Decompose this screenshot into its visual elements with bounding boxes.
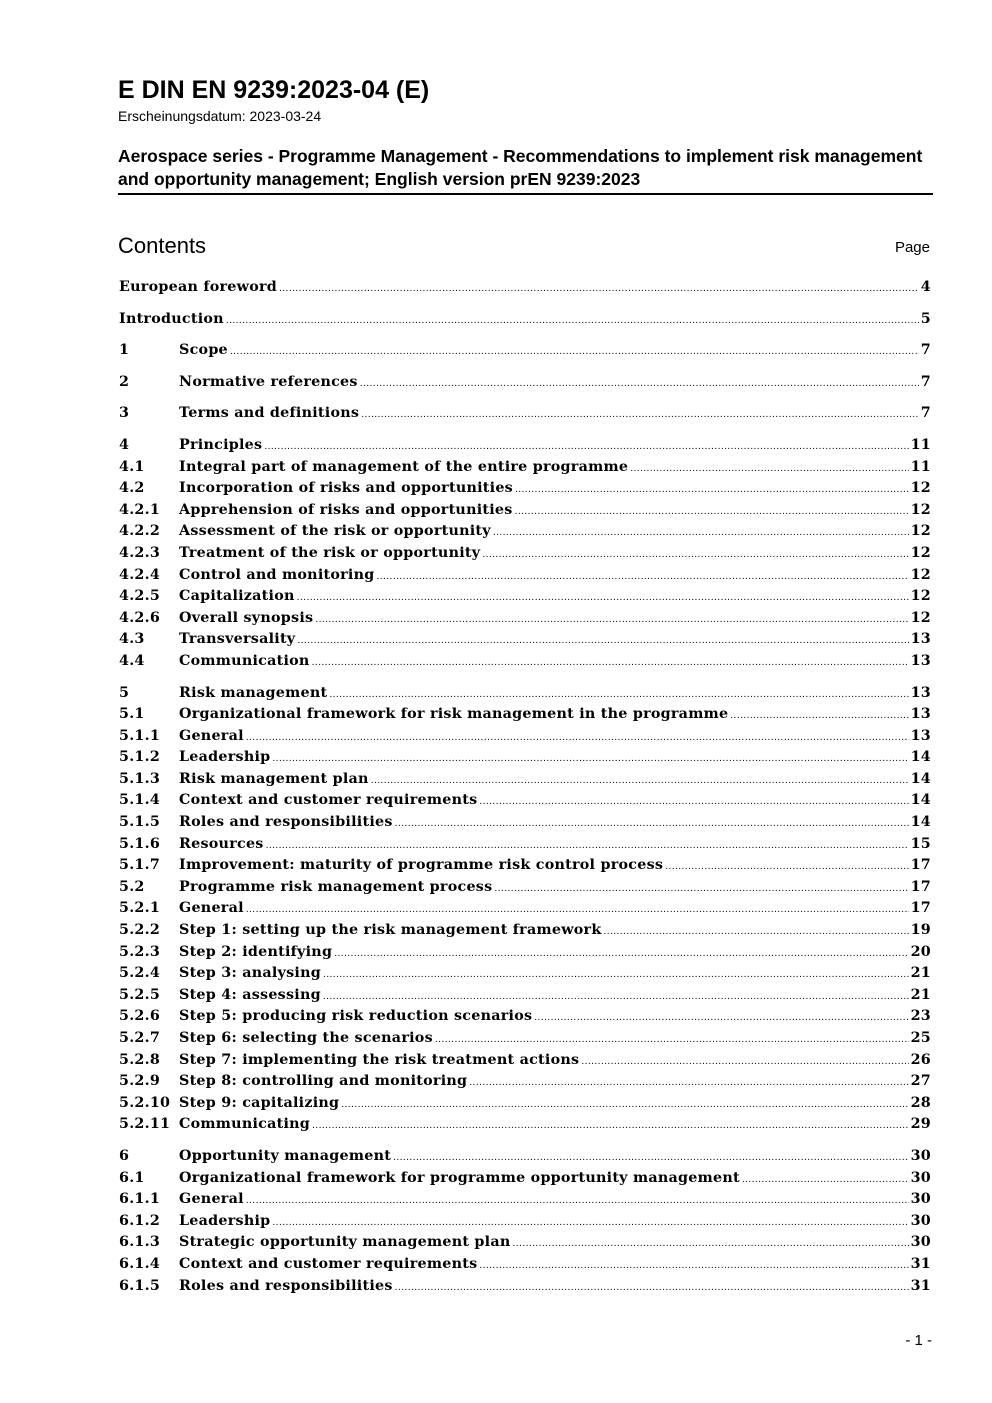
toc-entry-title: European foreword bbox=[119, 279, 278, 295]
toc-dot-leader bbox=[297, 631, 908, 653]
toc-entry-page: 14 bbox=[910, 770, 931, 787]
toc-entry-title: Step 8: controlling and monitoring bbox=[179, 1073, 468, 1090]
toc-entry-title: Scope bbox=[179, 342, 228, 359]
toc-entry-title: Communication bbox=[179, 652, 310, 669]
toc-entry[interactable] bbox=[119, 500, 931, 522]
toc-entry[interactable] bbox=[119, 963, 931, 985]
toc-entry-number: 5.2.9 bbox=[119, 1073, 161, 1090]
toc-entry-page: 30 bbox=[910, 1147, 931, 1164]
toc-entry-title: Resources bbox=[179, 835, 264, 852]
toc-entry-title: Normative references bbox=[179, 373, 358, 390]
toc-entry-number: 6.1.1 bbox=[119, 1191, 161, 1208]
toc-entry[interactable] bbox=[119, 726, 931, 748]
toc-entry-page: 25 bbox=[910, 1030, 931, 1046]
toc-entry-title: Principles bbox=[179, 436, 263, 453]
toc-dot-leader bbox=[493, 523, 909, 545]
toc-entry-number: 5.2.2 bbox=[119, 922, 161, 939]
toc-entry-page: 31 bbox=[910, 1255, 931, 1272]
toc-entry-title: Communicating bbox=[179, 1116, 311, 1133]
toc-dot-leader bbox=[323, 965, 909, 987]
toc-entry[interactable] bbox=[119, 1006, 931, 1028]
toc-entry[interactable] bbox=[119, 629, 931, 651]
toc-entry[interactable] bbox=[119, 1028, 931, 1050]
toc-entry[interactable] bbox=[119, 834, 931, 856]
toc-entry[interactable] bbox=[119, 1189, 931, 1211]
toc-entry-number: 5.2.3 bbox=[119, 943, 161, 960]
toc-entry-number: 5.1.4 bbox=[119, 792, 161, 809]
toc-entry-title: Organizational framework for programme opportunity management bbox=[179, 1169, 740, 1186]
toc-dot-leader bbox=[312, 653, 909, 675]
toc-entry-number: 5.2.1 bbox=[119, 900, 161, 917]
toc-dot-leader bbox=[246, 728, 909, 750]
toc-dot-leader bbox=[297, 588, 909, 610]
toc-entry-page: 5 bbox=[920, 310, 931, 327]
toc-entry-page: 20 bbox=[910, 943, 931, 960]
toc-entry-page: 19 bbox=[910, 922, 931, 939]
toc-entry-title: Incorporation of risks and opportunities bbox=[179, 480, 513, 497]
toc-dot-leader bbox=[742, 1170, 909, 1192]
toc-entry[interactable] bbox=[119, 1254, 931, 1276]
toc-entry-number: 5.2.6 bbox=[119, 1008, 161, 1025]
toc-entry-title: Strategic opportunity management plan bbox=[179, 1234, 511, 1251]
toc-entry[interactable] bbox=[119, 309, 931, 331]
toc-entry-page: 12 bbox=[910, 501, 931, 518]
toc-entry-title: General bbox=[179, 900, 244, 917]
toc-entry[interactable] bbox=[119, 747, 931, 769]
toc-entry-page: 30 bbox=[910, 1169, 931, 1186]
toc-dot-leader bbox=[435, 1030, 909, 1052]
toc-entry-title: Context and customer requirements bbox=[179, 1255, 478, 1272]
toc-entry[interactable] bbox=[119, 1071, 931, 1093]
toc-entry-title: Step 7: implementing the risk treatment actions bbox=[179, 1051, 580, 1068]
toc-dot-leader bbox=[360, 374, 919, 396]
toc-entry-title: Roles and responsibilities bbox=[179, 1277, 393, 1294]
toc-dot-leader bbox=[395, 814, 909, 836]
toc-entry-title: Context and customer requirements bbox=[179, 792, 478, 809]
table-of-contents bbox=[119, 277, 931, 1297]
toc-entry-page: 30 bbox=[910, 1212, 931, 1229]
toc-entry-title: Capitalization bbox=[179, 588, 295, 605]
toc-entry[interactable] bbox=[119, 435, 931, 457]
toc-dot-leader bbox=[341, 1095, 908, 1117]
toc-entry-title: Risk management plan bbox=[179, 770, 369, 787]
toc-entry[interactable] bbox=[119, 1232, 931, 1254]
toc-entry-title: Step 9: capitalizing bbox=[179, 1094, 340, 1111]
toc-entry-page: 23 bbox=[910, 1008, 931, 1025]
toc-entry-number: 4.2 bbox=[119, 480, 145, 497]
page-column-label: Page bbox=[894, 239, 930, 256]
toc-entry-number: 6 bbox=[119, 1147, 130, 1164]
toc-dot-leader bbox=[482, 545, 908, 567]
toc-entry-number: 5.1.7 bbox=[119, 857, 161, 874]
toc-entry-page: 7 bbox=[920, 373, 931, 390]
toc-entry-page: 12 bbox=[910, 609, 931, 626]
toc-entry-page: 7 bbox=[920, 405, 931, 422]
toc-entry-title: Leadership bbox=[179, 1212, 271, 1229]
toc-dot-leader bbox=[230, 342, 919, 364]
toc-entry[interactable] bbox=[119, 1276, 931, 1298]
toc-dot-leader bbox=[515, 502, 909, 524]
toc-entry[interactable] bbox=[119, 457, 931, 479]
toc-dot-leader bbox=[312, 1116, 909, 1138]
toc-entry-title: Introduction bbox=[119, 310, 224, 327]
toc-entry[interactable] bbox=[119, 769, 931, 791]
toc-entry-title: General bbox=[179, 727, 244, 744]
toc-entry-number: 5.2.8 bbox=[119, 1051, 161, 1068]
toc-dot-leader bbox=[581, 1052, 908, 1074]
toc-entry-title: Step 6: selecting the scenarios bbox=[179, 1030, 433, 1046]
toc-dot-leader bbox=[272, 749, 908, 771]
toc-entry-title: Opportunity management bbox=[179, 1147, 392, 1164]
toc-entry[interactable] bbox=[119, 704, 931, 726]
toc-entry-page: 14 bbox=[910, 814, 931, 831]
toc-entry-title: Step 2: identifying bbox=[179, 943, 333, 960]
toc-dot-leader bbox=[603, 922, 908, 944]
document-title: Aerospace series - Programme Management - Recommendations to implement risk management and opportunity management; English version prEN 9239:2023 bbox=[118, 145, 933, 195]
toc-entry[interactable] bbox=[119, 372, 931, 394]
toc-entry-page: 12 bbox=[910, 523, 931, 540]
toc-dot-leader bbox=[494, 879, 908, 901]
toc-dot-leader bbox=[479, 792, 908, 814]
toc-dot-leader bbox=[226, 311, 919, 333]
toc-entry-number: 4.2.2 bbox=[119, 523, 161, 540]
toc-entry[interactable] bbox=[119, 651, 931, 673]
toc-dot-leader bbox=[630, 459, 908, 481]
toc-entry-number: 4.2.6 bbox=[119, 609, 161, 626]
toc-entry-page: 12 bbox=[910, 566, 931, 583]
toc-dot-leader bbox=[393, 1148, 909, 1170]
toc-entry-title: Leadership bbox=[179, 749, 271, 766]
toc-dot-leader bbox=[377, 567, 909, 589]
document-id: E DIN EN 9239:2023-04 (E) bbox=[118, 76, 430, 104]
toc-entry-title: Assessment of the risk or opportunity bbox=[179, 523, 491, 540]
toc-entry[interactable] bbox=[119, 920, 931, 942]
toc-entry-title: Transversality bbox=[179, 631, 296, 648]
toc-entry[interactable] bbox=[119, 1168, 931, 1190]
toc-entry-page: 11 bbox=[910, 458, 931, 475]
toc-entry-page: 30 bbox=[910, 1234, 931, 1251]
toc-entry-number: 5 bbox=[119, 684, 130, 701]
toc-entry-title: Programme risk management process bbox=[179, 878, 493, 895]
toc-entry-page: 11 bbox=[910, 436, 931, 453]
toc-dot-leader bbox=[665, 857, 908, 879]
toc-entry[interactable] bbox=[119, 985, 931, 1007]
toc-dot-leader bbox=[371, 771, 909, 793]
toc-entry-page: 21 bbox=[910, 965, 931, 982]
toc-entry[interactable] bbox=[119, 403, 931, 425]
toc-entry-title: Overall synopsis bbox=[179, 609, 314, 626]
toc-dot-leader bbox=[315, 610, 908, 632]
toc-entry-page: 12 bbox=[910, 480, 931, 497]
toc-entry-number: 3 bbox=[119, 405, 130, 422]
toc-entry-number: 5.2.5 bbox=[119, 986, 161, 1003]
toc-entry-page: 29 bbox=[910, 1116, 931, 1133]
toc-entry-page: 12 bbox=[910, 544, 931, 561]
toc-entry-title: Terms and definitions bbox=[179, 405, 360, 422]
toc-dot-leader bbox=[361, 405, 919, 427]
toc-dot-leader bbox=[329, 685, 908, 707]
toc-entry-number: 6.1.3 bbox=[119, 1234, 161, 1251]
toc-entry-number: 4 bbox=[119, 436, 130, 453]
toc-entry-title: Control and monitoring bbox=[179, 566, 375, 583]
toc-entry-title: Roles and responsibilities bbox=[179, 814, 393, 831]
toc-entry-page: 13 bbox=[910, 684, 931, 701]
toc-entry-number: 5.2.4 bbox=[119, 965, 161, 982]
toc-dot-leader bbox=[534, 1008, 908, 1030]
toc-entry[interactable] bbox=[119, 521, 931, 543]
toc-entry[interactable] bbox=[119, 683, 931, 705]
toc-dot-leader bbox=[266, 836, 909, 858]
toc-entry-title: Improvement: maturity of programme risk control process bbox=[179, 857, 664, 874]
toc-entry-title: Step 1: setting up the risk management framework bbox=[179, 922, 602, 939]
toc-entry-number: 4.1 bbox=[119, 458, 145, 475]
toc-entry-number: 6.1.2 bbox=[119, 1212, 161, 1229]
toc-entry-number: 5.2.10 bbox=[119, 1094, 171, 1111]
toc-entry[interactable] bbox=[119, 478, 931, 500]
toc-entry-title: Organizational framework for risk management in the programme bbox=[179, 706, 729, 723]
toc-entry-number: 5.1.1 bbox=[119, 727, 161, 744]
toc-entry-page: 13 bbox=[910, 631, 931, 648]
toc-entry-number: 4.4 bbox=[119, 652, 145, 669]
toc-entry[interactable] bbox=[119, 565, 931, 587]
toc-dot-leader bbox=[264, 437, 908, 459]
toc-entry-page: 12 bbox=[910, 588, 931, 605]
toc-entry[interactable] bbox=[119, 340, 931, 362]
toc-entry-page: 7 bbox=[920, 342, 931, 359]
toc-entry-number: 2 bbox=[119, 373, 130, 390]
toc-dot-leader bbox=[246, 900, 909, 922]
toc-entry-number: 5.1.2 bbox=[119, 749, 161, 766]
toc-entry-number: 4.2.1 bbox=[119, 501, 161, 518]
toc-entry-number: 1 bbox=[119, 342, 130, 359]
toc-entry-title: General bbox=[179, 1191, 244, 1208]
toc-dot-leader bbox=[395, 1278, 909, 1300]
toc-entry-page: 13 bbox=[910, 706, 931, 723]
toc-dot-leader bbox=[279, 279, 919, 301]
toc-dot-leader bbox=[246, 1191, 909, 1213]
toc-entry[interactable] bbox=[119, 277, 931, 299]
toc-entry-page: 27 bbox=[910, 1073, 931, 1090]
toc-entry-number: 5.1.6 bbox=[119, 835, 161, 852]
toc-entry-page: 13 bbox=[910, 727, 931, 744]
toc-entry-page: 15 bbox=[910, 835, 931, 852]
toc-entry[interactable] bbox=[119, 608, 931, 630]
toc-entry-page: 17 bbox=[910, 900, 931, 917]
toc-dot-leader bbox=[469, 1073, 908, 1095]
toc-entry-number: 5.1.5 bbox=[119, 814, 161, 831]
toc-dot-leader bbox=[334, 944, 908, 966]
toc-entry-page: 14 bbox=[910, 792, 931, 809]
toc-entry[interactable] bbox=[119, 812, 931, 834]
toc-entry-title: Step 4: assessing bbox=[179, 986, 321, 1003]
toc-entry-page: 30 bbox=[910, 1191, 931, 1208]
toc-entry[interactable] bbox=[119, 1114, 931, 1136]
toc-dot-leader bbox=[272, 1213, 908, 1235]
toc-entry-number: 5.1.3 bbox=[119, 770, 161, 787]
toc-entry[interactable] bbox=[119, 1146, 931, 1168]
toc-entry-page: 21 bbox=[910, 986, 931, 1003]
toc-entry-page: 26 bbox=[910, 1051, 931, 1068]
toc-entry-number: 5.2.11 bbox=[119, 1116, 171, 1133]
toc-entry[interactable] bbox=[119, 855, 931, 877]
toc-entry-title: Step 3: analysing bbox=[179, 965, 321, 982]
toc-dot-leader bbox=[323, 987, 909, 1009]
toc-entry-page: 28 bbox=[910, 1094, 931, 1111]
toc-entry-number: 5.1 bbox=[119, 706, 145, 723]
toc-entry-number: 5.2 bbox=[119, 878, 145, 895]
toc-entry[interactable] bbox=[119, 942, 931, 964]
toc-dot-leader bbox=[513, 1234, 909, 1256]
toc-entry-number: 6.1.4 bbox=[119, 1255, 161, 1272]
toc-entry-page: 14 bbox=[910, 749, 931, 766]
toc-entry[interactable] bbox=[119, 1093, 931, 1115]
toc-entry-page: 4 bbox=[920, 279, 931, 295]
toc-entry-page: 13 bbox=[910, 652, 931, 669]
toc-entry-page: 31 bbox=[910, 1277, 931, 1294]
toc-entry-number: 4.2.5 bbox=[119, 588, 161, 605]
toc-entry-number: 4.2.4 bbox=[119, 566, 161, 583]
toc-entry-number: 4.2.3 bbox=[119, 544, 161, 561]
toc-entry[interactable] bbox=[119, 1050, 931, 1072]
toc-entry-title: Risk management bbox=[179, 684, 328, 701]
toc-entry-page: 17 bbox=[910, 878, 931, 895]
footer-page-number: - 1 - bbox=[905, 1332, 932, 1349]
toc-dot-leader bbox=[730, 706, 908, 728]
contents-heading: Contents bbox=[118, 233, 207, 258]
publication-date: Erscheinungsdatum: 2023-03-24 bbox=[118, 108, 322, 124]
toc-entry[interactable] bbox=[119, 586, 931, 608]
toc-entry[interactable] bbox=[119, 877, 931, 899]
toc-entry-number: 6.1.5 bbox=[119, 1277, 161, 1294]
toc-dot-leader bbox=[479, 1256, 908, 1278]
toc-entry[interactable] bbox=[119, 543, 931, 565]
toc-entry-number: 6.1 bbox=[119, 1169, 145, 1186]
toc-entry-title: Integral part of management of the entire programme bbox=[179, 458, 629, 475]
toc-entry-number: 5.2.7 bbox=[119, 1030, 161, 1046]
toc-entry[interactable] bbox=[119, 1211, 931, 1233]
toc-entry[interactable] bbox=[119, 790, 931, 812]
toc-entry-title: Step 5: producing risk reduction scenarios bbox=[179, 1008, 533, 1025]
toc-dot-leader bbox=[515, 480, 909, 502]
toc-entry-number: 4.3 bbox=[119, 631, 145, 648]
toc-entry-page: 17 bbox=[910, 857, 931, 874]
toc-entry-title: Treatment of the risk or opportunity bbox=[179, 544, 481, 561]
toc-entry[interactable] bbox=[119, 898, 931, 920]
toc-entry-title: Apprehension of risks and opportunities bbox=[179, 501, 513, 518]
